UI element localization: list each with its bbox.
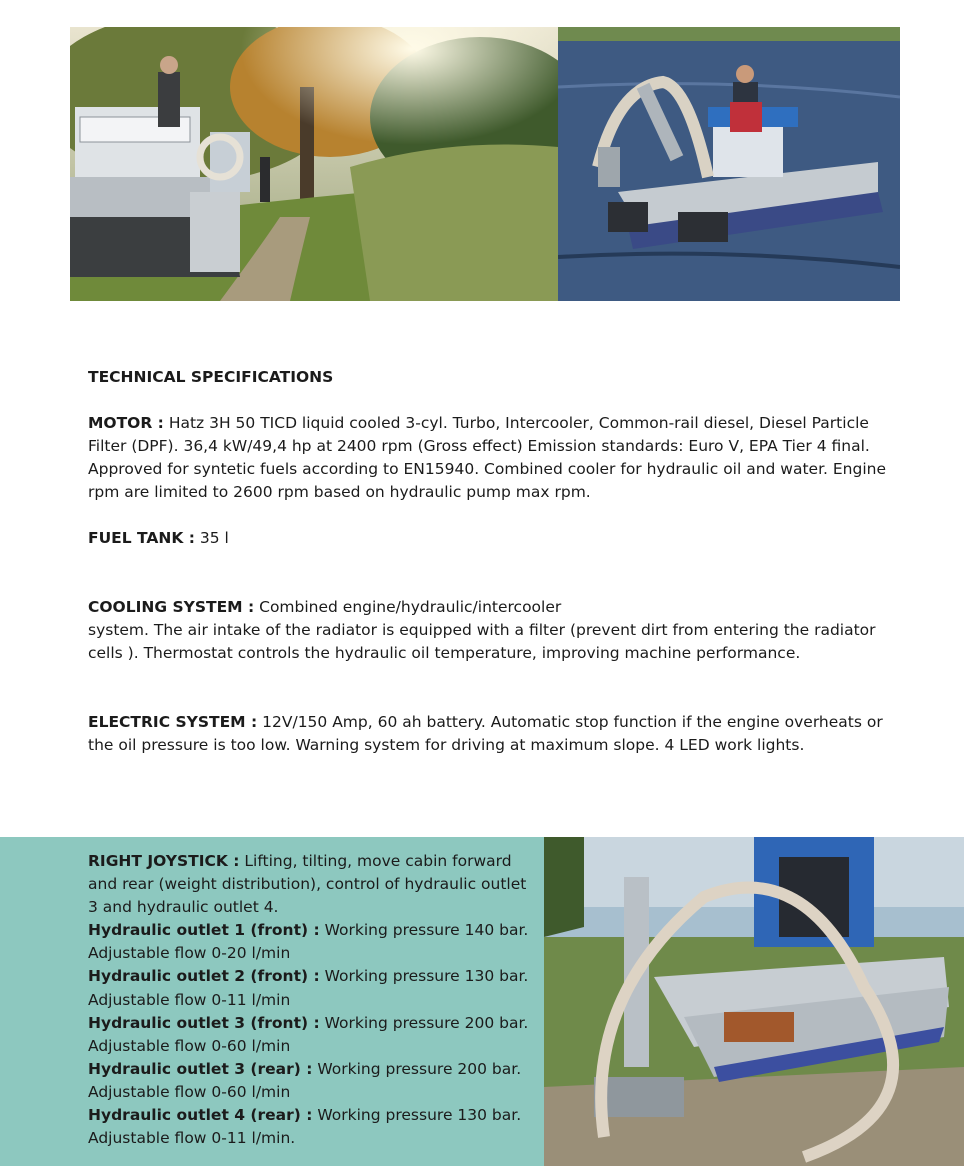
spec-text: 35 l (194, 529, 229, 547)
spec-right-joystick (88, 850, 538, 919)
section-title: TECHNICAL SPECIFICATIONS (88, 368, 334, 386)
technical-specifications (88, 366, 888, 757)
spec-label: RIGHT JOYSTICK : (88, 852, 240, 870)
outlet-label: Hydraulic outlet 3 (rear) : (88, 1059, 313, 1078)
spec-text: 12V/150 Amp, 60 ah battery. Automatic stop function if the engine overheats or the oil pressure is too low. Warning system for driving at maximum slope. 4 LED work lights. (88, 713, 883, 754)
photo-machine-on-shore (544, 837, 964, 1166)
outlet-label: Hydraulic outlet 1 (front) : (88, 921, 320, 940)
outlet-flow: Adjustable flow 0-60 l/min (88, 1082, 291, 1101)
spec-label: FUEL TANK : (88, 529, 195, 547)
spec-cooling-system (88, 596, 888, 665)
hydraulic-outlet (88, 1058, 538, 1104)
outlet-label: Hydraulic outlet 3 (front) : (88, 1013, 320, 1032)
outlet-flow: Adjustable flow 0-20 l/min (88, 944, 291, 963)
photo-machine-in-forest (70, 27, 558, 301)
outlet-flow: Adjustable flow 0-11 l/min. (88, 1129, 296, 1148)
outlet-pressure: Working pressure 200 bar. (312, 1059, 522, 1078)
spec-text: Hatz 3H 50 TICD liquid cooled 3-cyl. Turbo, Intercooler, Common-rail diesel, Diesel Particle Filter (DPF). 36,4 kW/49,4 hp at 2400 rpm (Gross effect) Emission standards: Euro V, EPA Tier 4 final. Approved for syntetic fuels according to EN15940. Combined cooler for hydraulic oil and water. Engine rpm are limited to 2600 rpm based on hydraulic pump max rpm. (88, 414, 887, 501)
photo-machine-on-lake (558, 27, 900, 301)
spec-motor (88, 412, 888, 504)
outlet-label: Hydraulic outlet 2 (front) : (88, 967, 320, 986)
outlet-pressure: Working pressure 130 bar. (312, 1106, 522, 1125)
outlet-pressure: Working pressure 200 bar. (319, 1013, 529, 1032)
outlet-flow: Adjustable flow 0-11 l/min (88, 990, 291, 1009)
spec-label: COOLING SYSTEM : (88, 598, 255, 616)
outlet-flow: Adjustable flow 0-60 l/min (88, 1036, 291, 1055)
outlet-pressure: Working pressure 130 bar. (319, 967, 529, 986)
spec-label: MOTOR : (88, 414, 164, 432)
hydraulic-outlet (88, 919, 538, 965)
spec-fuel-tank (88, 527, 888, 550)
spec-label: ELECTRIC SYSTEM : (88, 713, 258, 731)
spec-text: system. The air intake of the radiator is equipped with a filter (prevent dirt from entering the radiator cells ). Thermostat controls the hydraulic oil temperature, improving machine performance. (88, 621, 876, 662)
hydraulic-outlet (88, 1012, 538, 1058)
spec-electric-system (88, 711, 888, 757)
hydraulics-specs (88, 850, 538, 1150)
hydraulic-outlet (88, 965, 538, 1011)
hydraulic-outlet (88, 1104, 538, 1150)
outlet-pressure: Working pressure 140 bar. (319, 921, 529, 940)
outlet-label: Hydraulic outlet 4 (rear) : (88, 1106, 313, 1125)
spec-text: Combined engine/hydraulic/intercooler (254, 598, 562, 616)
spec-text: Lifting, tilting, move cabin forward and rear (weight distribution), control of hydraulic outlet 3 and hydraulic outlet 4. (88, 852, 527, 917)
